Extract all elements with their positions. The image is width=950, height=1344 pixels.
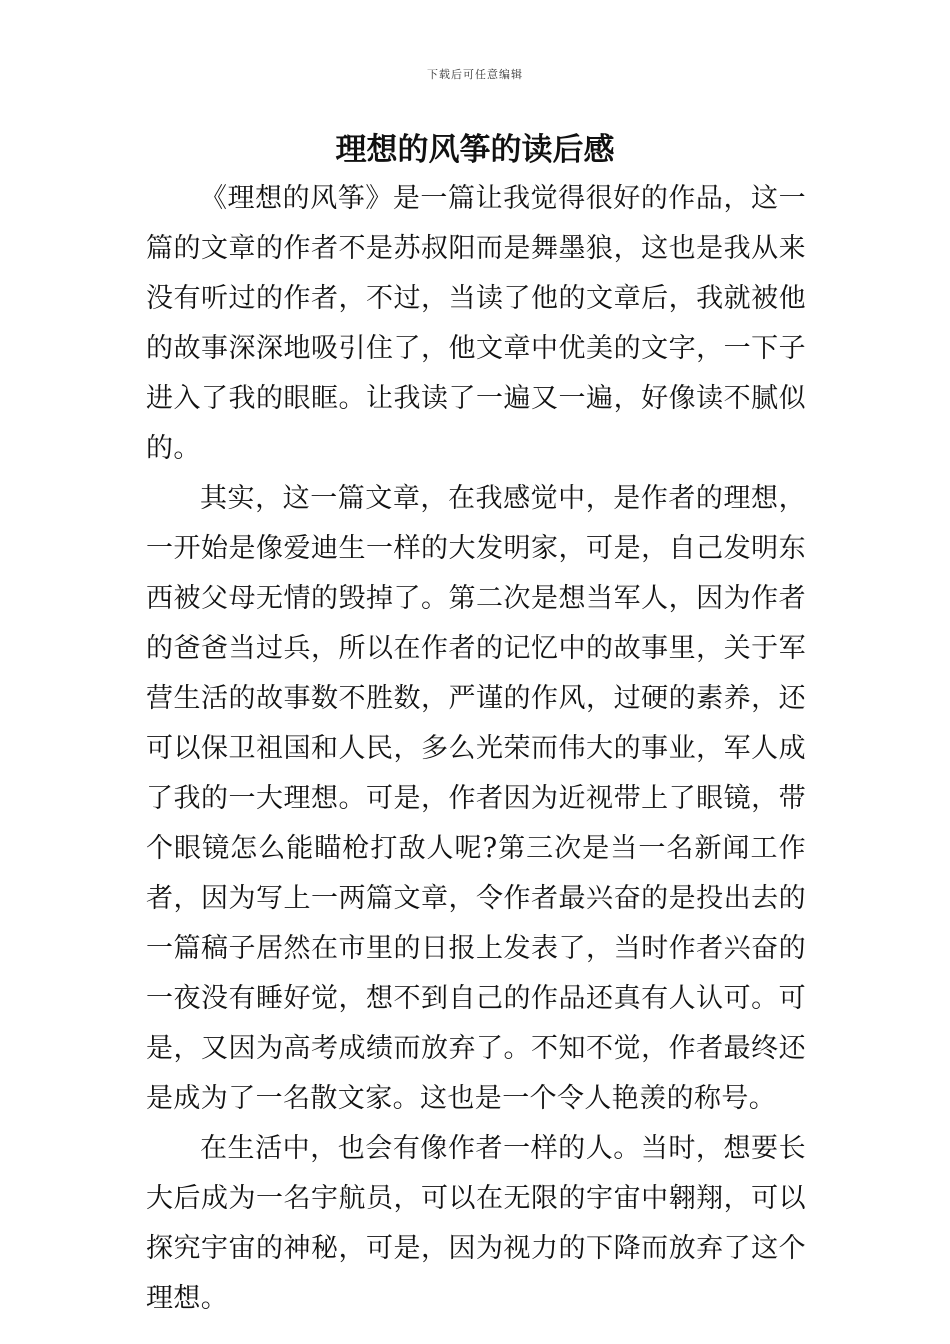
document-body — [146, 174, 806, 1324]
header-note: 下载后可任意编辑 — [427, 68, 523, 81]
document-title: 理想的风筝的读后感 — [335, 132, 615, 168]
paragraph-1: 《理想的风筝》是一篇让我觉得很好的作品，这一篇的文章的作者不是苏叔阳而是舞墨狼，这也是我从来没有听过的作者，不过，当读了他的文章后，我就被他的故事深深地吸引住了，他文章中优美的文字，一下子进入了我的眼眶。让我读了一遍又一遍，好像读不腻似的。 — [146, 183, 806, 464]
paragraph-2: 其实，这一篇文章，在我感觉中，是作者的理想，一开始是像爱迪生一样的大发明家，可是，自己发明东西被父母无情的毁掉了。第二次是想当军人，因为作者的爸爸当过兵，所以在作者的记忆中的故事里，关于军营生活的故事数不胜数，严谨的作风，过硬的素养，还可以保卫祖国和人民，多么光荣而伟大的事业，军人成了我的一大理想。可是，作者因为近视带上了眼镜，带个眼镜怎么能瞄枪打敌人呢?第三次是当一名新闻工作者，因为写上一两篇文章，令作者最兴奋的是投出去的一篇稿子居然在市里的日报上发表了，当时作者兴奋的一夜没有睡好觉，想不到自己的作品还真有人认可。可是，又因为高考成绩而放弃了。不知不觉，作者最终还是成为了一名散文家。这也是一个令人艳羡的称号。 — [146, 483, 806, 1114]
paragraph-3: 在生活中，也会有像作者一样的人。当时，想要长大后成为一名宇航员，可以在无限的宇宙中翱翔，可以探究宇宙的神秘，可是，因为视力的下降而放弃了这个理想。 — [146, 1133, 806, 1314]
